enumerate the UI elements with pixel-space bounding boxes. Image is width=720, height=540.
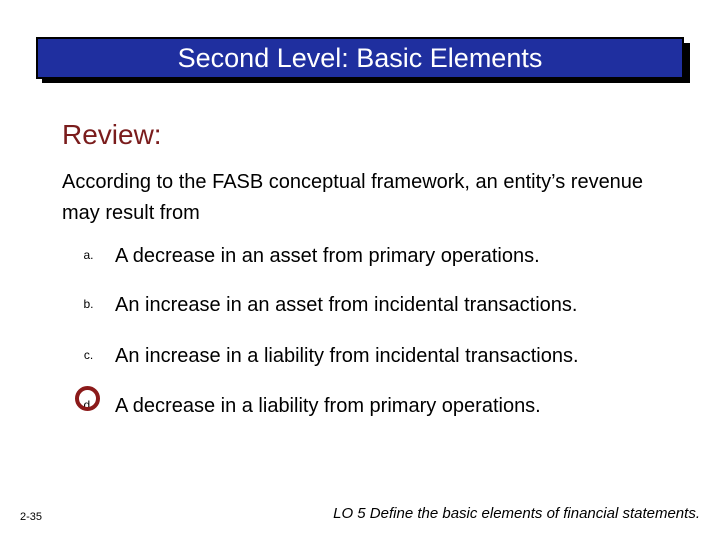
option-text: A decrease in an asset from primary operations. [115, 245, 540, 267]
option-letter: b. [83, 297, 94, 311]
option-c [82, 341, 702, 371]
option-text: An increase in a liability from incidental transactions. [115, 345, 579, 367]
slide-number: 2-35 [20, 511, 43, 523]
review-heading: Review: [62, 119, 162, 150]
slide-title: Second Level: Basic Elements [177, 42, 543, 73]
option-text: An increase in an asset from incidental transactions. [115, 294, 578, 316]
question-text: According to the FASB conceptual framework, an entity’s revenue may result from [62, 171, 644, 224]
option-letter: a. [83, 248, 94, 262]
option-d [82, 391, 702, 421]
option-b [82, 290, 702, 320]
option-letter: c. [83, 348, 94, 362]
title-bar [36, 37, 684, 79]
option-a [82, 241, 702, 271]
option-text: A decrease in a liability from primary operations. [115, 395, 541, 417]
correct-answer-circle [75, 386, 100, 411]
option-letter: d. [83, 398, 94, 412]
learning-objective: LO 5 Define the basic elements of financial statements. [333, 505, 700, 522]
